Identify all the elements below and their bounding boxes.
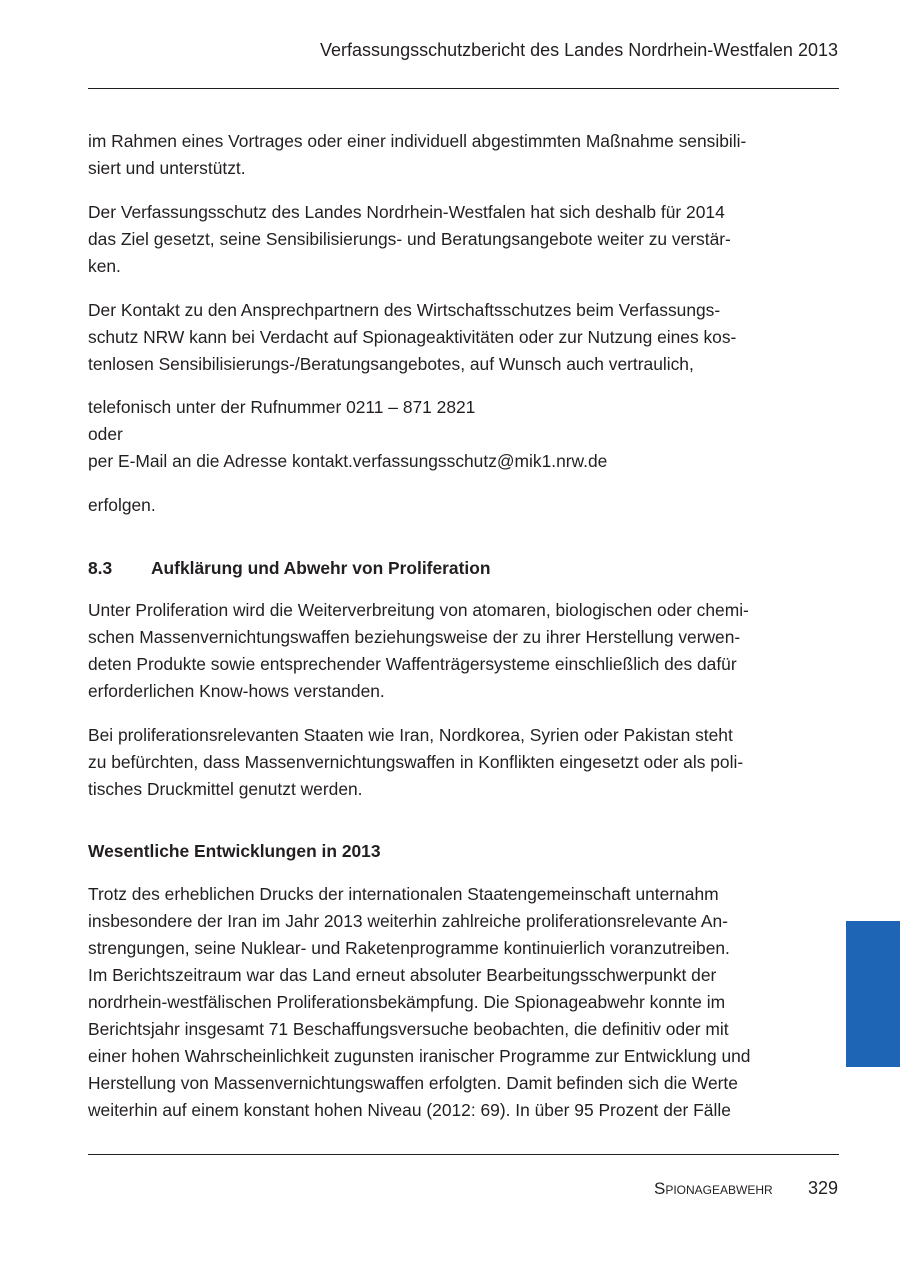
header-rule bbox=[88, 88, 839, 89]
paragraph-sensitization-intro: im Rahmen eines Vortrages oder einer individuell abgestimmten Maßnahme sensibili- siert und unterstützt. bbox=[88, 131, 747, 178]
paragraph-goal-2014: Der Verfassungsschutz des Landes Nordrhein-Westfalen hat sich deshalb für 2014 das Ziel gesetzt, seine Sensibilisierungs- und Beratungsangebote weiter zu verstär- ken. bbox=[88, 202, 731, 276]
paragraph-developments-2013: Trotz des erheblichen Drucks der internationalen Staatengemeinschaft unternahm insbesondere der Iran im Jahr 2013 weiterhin zahlreiche proliferationsrelevante An- strengungen, seine Nuklear- und Raketenprogramme kontinuierlich voranzutreiben. Im Berichtszeitraum war das Land erneut absoluter Bearbeitungsschwerpunkt der nordrhein-westfälischen Proliferationsbekämpfung. Die Spionageabwehr konnte im Berichtsjahr insgesamt 71 Beschaffungsversuche beobachten, die definitiv oder mit einer hohen Wahrscheinlichkeit zugunsten iranischer Programme zur Entwicklung und Herstellung von Massenvernichtungswaffen erfolgten. Damit befinden sich die Werte weiterhin auf einem konstant hohen Niveau (2012: 69). In über 95 Prozent der Fälle bbox=[88, 884, 751, 1120]
paragraph-contact: Der Kontakt zu den Ansprechpartnern des Wirtschaftsschutzes beim Verfassungs- schutz NRW kann bei Verdacht auf Spionageaktivitäten oder zur Nutzung eines kos- tenlosen Sensibilisierungs-/Beratungsangebotes, auf Wunsch auch vertraulich, bbox=[88, 300, 737, 374]
paragraph-proliferation-states: Bei proliferationsrelevanten Staaten wie Iran, Nordkorea, Syrien oder Pakistan steht zu befürchten, dass Massenvernichtungswaffen in Konflikten eingesetzt oder als poli- tisches Druckmittel genutzt werden. bbox=[88, 725, 744, 799]
email-line: per E-Mail an die Adresse kontakt.verfassungsschutz@mik1.nrw.de bbox=[88, 451, 608, 471]
subsection-heading: Wesentliche Entwicklungen in 2013 bbox=[88, 841, 381, 861]
page-number: 329 bbox=[808, 1178, 839, 1198]
section-title: Aufklärung und Abwehr von Proliferation bbox=[151, 558, 491, 578]
paragraph-conclusion: erfolgen. bbox=[88, 495, 156, 515]
section-number: 8.3 bbox=[88, 558, 113, 578]
contact-details bbox=[88, 394, 808, 475]
running-header-title: Verfassungsschutzbericht des Landes Nordrhein-Westfalen 2013 bbox=[320, 40, 838, 60]
paragraph-proliferation-definition: Unter Proliferation wird die Weiterverbreitung von atomaren, biologischen oder chemi- schen Massenvernichtungswaffen beziehungsweise der zu ihrer Herstellung verwen- deten Produkte sowie entsprechender Waffenträgersysteme einschließlich des dafür erforderlichen Know-hows verstanden. bbox=[88, 600, 749, 701]
chapter-side-tab bbox=[846, 921, 900, 1067]
footer-rule bbox=[88, 1154, 839, 1155]
footer-section-name: Spionageabwehr bbox=[654, 1179, 773, 1198]
or-line: oder bbox=[88, 424, 123, 444]
phone-line: telefonisch unter der Rufnummer 0211 – 871 2821 bbox=[88, 397, 476, 417]
